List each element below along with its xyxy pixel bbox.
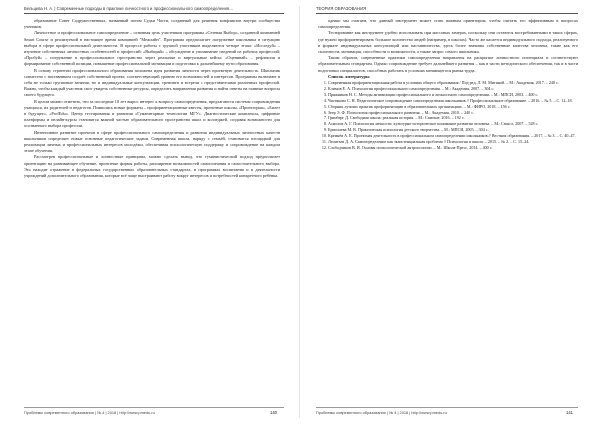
reference-item: 6. Зеер Э. Ф. Психология профессионального развития. – М.: Академия, 2010. – 240 с. <box>328 110 578 116</box>
reference-item: 8. Асмолов А. Г. Психология личности: культурно-историческое понимание развития человека. – М.: Смысл, 2007. – 528 с. <box>328 121 578 127</box>
left-body-text <box>24 18 280 388</box>
body-paragraph: В целом можно отметить, что за последние 10 лет вырос интерес к вопросу самоопределения, предлагаются системы сопровождения учащихся, их родителей и педагогов. Появились новые форматы – профориентационные квесты, проектные школы, «Проектория», «Билет в будущее», «ProfEdu». Центр тестирования и развития «Гуманитарные технологии МГУ». Диагностические комплексы, цифровые платформы и онлайн-курсы становятся важной частью образовательного пространства школ и колледжей, создавая возможности для осознанного выбора профессии. <box>24 98 280 129</box>
reference-item: 1. Современная профориентационная работа в условиях общего образования / Под ред. Л. М. Митиной. – М.: Академия, 2017. – 240 с. <box>328 80 578 86</box>
page-number: 140 <box>270 410 277 415</box>
body-paragraph: Интенсивное развитие проектов в сфере профессионального самоопределения и развития индивидуальных личностных качеств школьников определяет новые основные педагогические задачи. Современная школа, наряду с семьёй, становится площадкой для реализации личных и профессиональных интересов молодёжи, обеспечивая психологическую поддержку и сопровождение на каждом этапе обучения. <box>24 129 280 154</box>
running-header: Бельцева Н. А. | Современные подходы в практике личностного и профессионального самоопределения… <box>24 6 234 11</box>
header-rule <box>316 13 578 14</box>
page-number: 141 <box>566 410 573 415</box>
footer-rule <box>24 407 284 408</box>
body-paragraph: Тестирование как инструмент удобно использовать при массовых замерах, поскольку они остаются востребованными в таких сферах, где нужно профориентировать большое количество людей (например, в школах). Часто же касается индивидуального подхода, реализуемого в формате индивидуальных консультаций или наставничества, здесь более значимы собственные качества человека, такие как его склонности, мотивация, способности и возможности, а также запрос самого школьника. <box>318 30 578 55</box>
body-paragraph: Таким образом, современные практики самоопределения направлены на раскрытие личностного потенциала и соответствуют образовательным стандартам. Однако сопровождение требует дальнейшего развития – как в части методического обеспечения, так и в части подготовки специалистов, способных работать в условиях меняющегося рынка труда. <box>318 55 578 73</box>
references-heading: Список литературы <box>328 73 370 79</box>
right-body-text <box>318 18 578 390</box>
running-header: ТЕОРИЯ ОБРАЗОВАНИЯ <box>316 6 367 11</box>
references-list <box>318 80 578 151</box>
reference-item: 10. Кремнёв А. Е. Проектная деятельность в профессиональном самоопределении школьников // Вестник образования. – 2017. – № 3. – С. 40–47. <box>328 133 578 139</box>
reference-item: 12. Слободчиков В. И. Основы психологической антропологии. – М.: Школа-Пресс, 2014. – 400 с. <box>328 145 578 151</box>
reference-item: 3. Пряжников Н. С. Методы активизации профессионального и личностного самоопределения. – М.: МПСИ, 2003. – 400 с. <box>328 92 578 98</box>
body-paragraph: однако мы считаем, что данный инструмент может стать важным ориентиром, чтобы считать его эффективным в вопросах самоопределения. <box>318 18 578 30</box>
reference-item: 11. Леонтьев Д. А. Самоопределение как экзистенциальная проблема // Психология и школа. – 2015. – № 2. – С. 15–24. <box>328 139 578 145</box>
reference-item: 5. Сборник лучших практик профориентации в образовательных организациях. – М.: ФИРО, 2018. – 156 с. <box>328 104 578 110</box>
footer-rule <box>316 407 578 408</box>
body-paragraph: Личностное и профессиональное самоопределение – основная цель участников программы «Сетевая Выбор», созданной компанией Smart Course и реализуемой в настоящее время компанией "Межлайн". Программа предполагает погружение школьника в ситуацию выбора в сфере профессиональной деятельности. В процессе работы с группой участников выделяются четыре этапа: «Исследуй» – изучение собственных личностных особенностей и профессий; «Выбирай» – обсуждение и упоминание сведений из рабочих профессий; «Пробуй» – погружение в профессиональное пространство через реальные и виртуальные кейсы; «Оценивай» – рефлексия и формирование собственной позиции, повышение профессиональной мотивации и подготовка к дальнейшему пути образования. <box>24 30 280 67</box>
reference-item: 4. Чистякова С. Н. Педагогическое сопровождение самоопределения школьников // Профессиональное образование. – 2016. – № 5. – С. 12–18. <box>328 98 578 104</box>
page-right <box>300 0 600 424</box>
body-paragraph: В основу стратегии профессионального образования положена идея развития личности через проектную деятельность. Школьник совместно с наставником создаёт собственный проект, соответствующий уровню его возможностей и интересов. Программы включают в себя не только групповые занятия, но и индивидуальные консультации, тренинги и встречи с представителями различных профессий. Важно, чтобы каждый участник смог увидеть собственные ресурсы, определить направления развития и найти ответы на главные вопросы своего будущего. <box>24 67 280 98</box>
header-rule <box>24 13 284 14</box>
running-footer: Проблемы современного образования | № 4 | 2018 | http://www.pmedu.ru <box>316 410 447 415</box>
reference-item: 2. Климов Е. А. Психология профессионального самоопределения. – М.: Академия, 2007. – 304 с. <box>328 86 578 92</box>
reference-item: 7. Гринберг Д. Свободная школа: реальная история. – М.: Самокат, 2016. – 192 с. <box>328 115 578 121</box>
reference-item: 9. Ермолаева М. В. Практическая психология детского творчества. – М.: МПСИ, 2005. – 304 с. <box>328 127 578 133</box>
running-footer: Проблемы современного образования | № 4 | 2018 | http://www.pmedu.ru <box>24 410 155 415</box>
body-paragraph: Рассмотрев профессиональные и личностные принципы, можно сделать вывод, что гуманистический подход предполагает ориентацию на развивающее обучение, проектные формы работы, расширение возможностей самопознания и самостоятельного выбора. Это находит отражение в федеральных государственных образовательных стандартах, в программах воспитания и в деятельности учреждений дополнительного образования, которые всё чаще выстраивают работу вокруг интересов и потребностей конкретного ребёнка. <box>24 154 280 179</box>
body-paragraph: образование Совет Содружественных, названный потом Судьи Части, созданный для решения конфликтов внутри сообщества учеников. <box>24 18 280 30</box>
